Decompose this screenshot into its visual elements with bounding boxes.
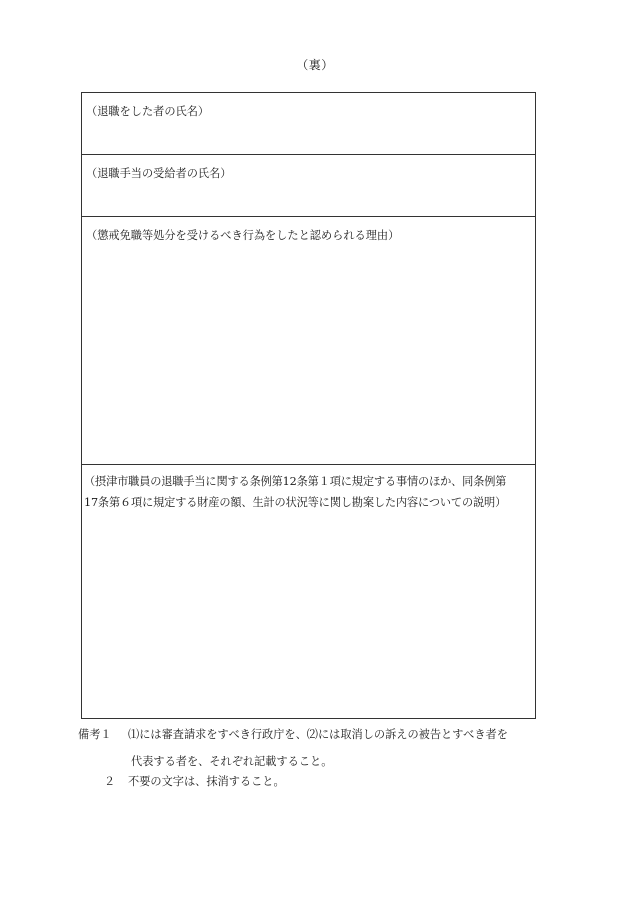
- dismissal-reason-label: （懲戒免職等処分を受けるべき行為をしたと認められる理由）: [86, 229, 400, 242]
- remarks-label: 備考１: [78, 728, 112, 741]
- remark-1-text: ⑴には審査請求をすべき行政庁を、⑵には取消しの訴えの被告とすべき者を: [128, 728, 508, 741]
- dismissal-reason-section[interactable]: [82, 217, 535, 465]
- remark-1-continuation: 代表する者を、それぞれ記載すること。: [131, 755, 333, 768]
- recipient-name-label: （退職手当の受給者の氏名）: [86, 167, 232, 180]
- retiree-name-label: （退職をした者の氏名）: [86, 105, 210, 118]
- page-heading: （裏）: [296, 58, 334, 72]
- considerations-explanation-label: （摂津市職員の退職手当に関する条例第12条第１項に規定する事情のほか、同条例第 17条第６項に規定する財産の額、生計の状況等に関し勘案した内容についての説明）: [84, 475, 507, 509]
- remark-2-number: ２: [104, 775, 116, 788]
- retiree-name-section[interactable]: [82, 93, 535, 155]
- recipient-name-section[interactable]: [82, 155, 535, 217]
- remark-2-text: 不要の文字は、抹消すること。: [128, 775, 285, 788]
- form-table: [81, 92, 536, 719]
- considerations-explanation-section[interactable]: [82, 465, 535, 718]
